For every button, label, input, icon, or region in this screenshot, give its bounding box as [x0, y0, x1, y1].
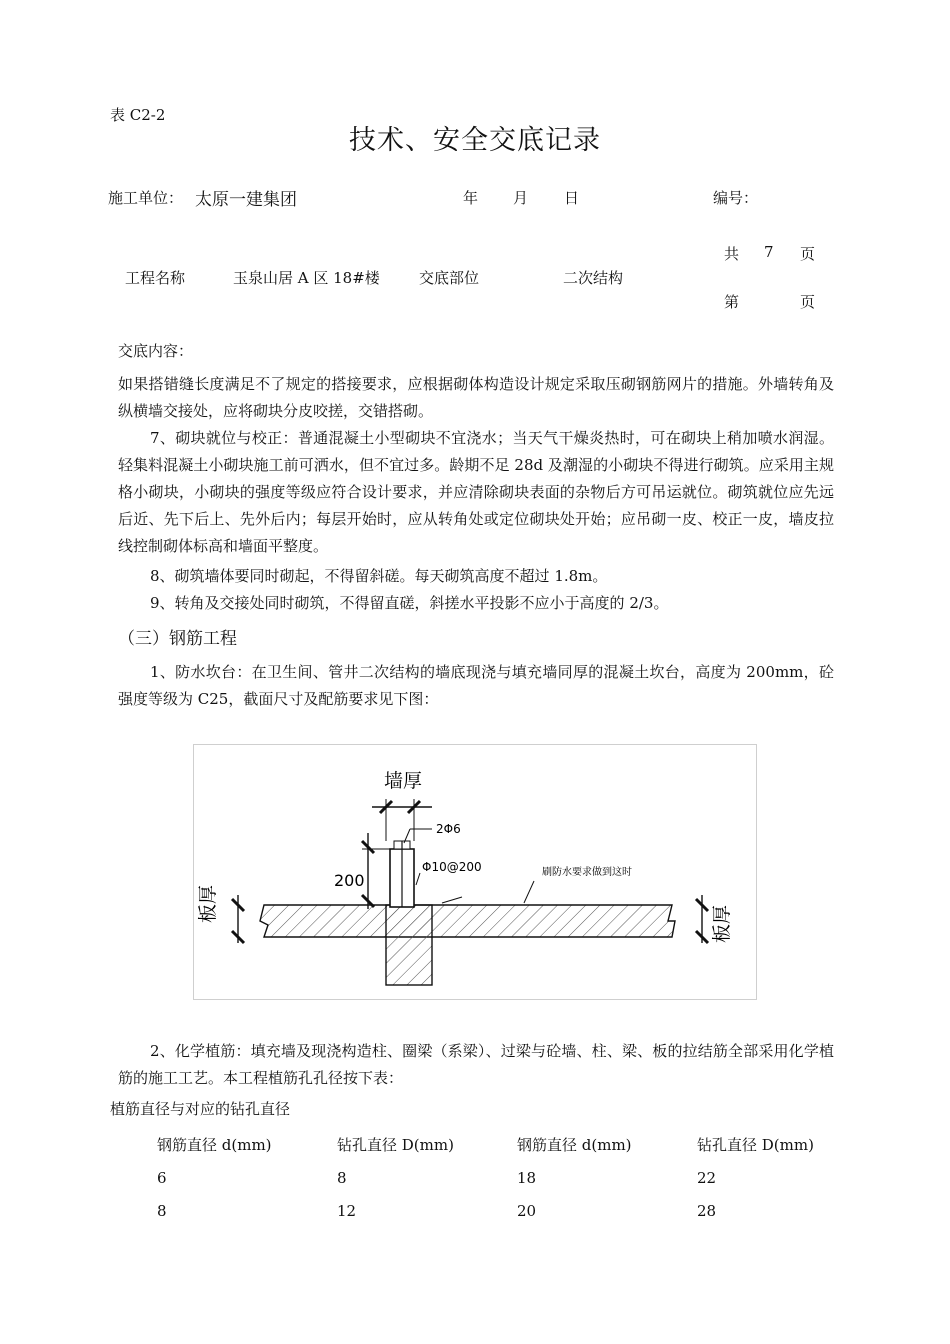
total-pages: 7	[764, 243, 774, 261]
table-cell: 8	[157, 1201, 167, 1220]
table-header-cell: 钻孔直径 D(mm)	[697, 1136, 814, 1154]
section-heading-rebar: （三）钢筋工程	[118, 629, 237, 649]
slab-thickness-dimension-right	[696, 895, 708, 943]
paragraph-chemical-anchor: 2、化学植筋：填充墙及现浇构造柱、圈梁（系梁）、过梁与砼墙、柱、梁、板的拉结筋全部采用化学植筋的施工工艺。本工程植筋孔孔径按下表：	[118, 1042, 834, 1087]
stirrup-label: Φ10@200	[422, 860, 482, 874]
waterproof-note: 刷防水要求做到这时	[542, 867, 632, 878]
table-cell: 20	[517, 1201, 537, 1220]
slab-thickness-label-left: 板厚	[197, 884, 219, 923]
current-page-suffix: 页	[800, 293, 816, 311]
form-number: 表 C2-2	[110, 106, 166, 124]
total-pages-suffix: 页	[800, 245, 816, 263]
paragraph-build-height: 8、砌筑墙体要同时砌起，不得留斜磋。每天砌筑高度不超过 1.8m。	[150, 567, 608, 585]
unit-value: 太原一建集团	[195, 190, 297, 210]
month-label: 月	[513, 189, 529, 207]
table-caption: 植筋直径与对应的钻孔直径	[110, 1100, 291, 1118]
total-pages-prefix: 共	[724, 245, 740, 263]
curb-section-figure	[193, 744, 757, 1000]
table-cell: 28	[697, 1201, 717, 1220]
table-header-cell: 钢筋直径 d(mm)	[517, 1136, 632, 1154]
paragraph-corner: 9、转角及交接处同时砌筑，不得留直磋，斜搓水平投影不应小于高度的 2/3。	[150, 594, 669, 612]
part-value: 二次结构	[563, 269, 624, 287]
anchor-diameter-table	[140, 1128, 860, 1227]
table-row	[140, 1161, 860, 1194]
height-label: 200	[334, 871, 365, 890]
wall-thickness-label: 墙厚	[384, 770, 423, 792]
table-cell: 18	[517, 1168, 537, 1187]
table-header-cell: 钢筋直径 d(mm)	[157, 1136, 272, 1154]
number-label: 编号：	[713, 189, 759, 207]
slab-section	[260, 905, 675, 937]
wall-thickness-dimension	[372, 799, 432, 841]
page-title: 技术、安全交底记录	[349, 125, 601, 156]
project-name-value: 玉泉山居 A 区 18#楼	[233, 269, 380, 287]
paragraph-lap-joint: 如果搭错缝长度满足不了规定的搭接要求，应根据砌体构造设计规定采取压砌钢筋网片的措施。外墙转角及纵横墙交接处，应将砌块分皮咬搓，交错搭砌。	[118, 375, 834, 420]
paragraph-block-placement: 7、砌块就位与校正：普通混凝土小型砌块不宜浇水；当天气干燥炎热时，可在砌块上稍加喷水润湿。轻集料混凝土小砌块施工前可洒水，但不宜过多。龄期不足 28d 及潮湿的小砌块不得进行砌筑。应采用主规格小砌块，小砌块的强度等级应符合设计要求，并应清除砌块表面的杂物后方可吊运就位。砌筑就位应先远后近、先下后上、先外后内；每层开始时，应从转角处或定位砌块处开始；应吊砌一皮、校正一皮，墙皮拉线控制砌体标高和墙面平整度。	[118, 429, 834, 555]
table-header-row	[140, 1128, 860, 1161]
slab-thickness-dimension-left	[232, 895, 244, 943]
part-label: 交底部位	[419, 269, 480, 287]
paragraph-curb: 1、防水坎台：在卫生间、管井二次结构的墙底现浇与填充墙同厚的混凝土坎台，高度为 200mm，砼强度等级为 C25，截面尺寸及配筋要求见下图：	[118, 663, 834, 708]
top-bars-label: 2Φ6	[436, 822, 461, 836]
year-label: 年	[463, 189, 479, 207]
curb-section-drawing	[194, 745, 756, 999]
unit-label: 施工单位：	[108, 189, 184, 207]
current-page-prefix: 第	[724, 293, 740, 311]
table-cell: 8	[337, 1168, 347, 1187]
slab-thickness-label-right: 板厚	[711, 904, 733, 943]
table-row	[140, 1194, 860, 1227]
height-dimension	[362, 833, 390, 909]
day-label: 日	[564, 189, 580, 207]
table-cell: 12	[337, 1201, 357, 1220]
table-cell: 22	[697, 1168, 717, 1187]
project-name-label: 工程名称	[125, 269, 186, 287]
table-cell: 6	[157, 1168, 167, 1187]
table-header-cell: 钻孔直径 D(mm)	[337, 1136, 454, 1154]
content-label: 交底内容：	[118, 342, 194, 360]
